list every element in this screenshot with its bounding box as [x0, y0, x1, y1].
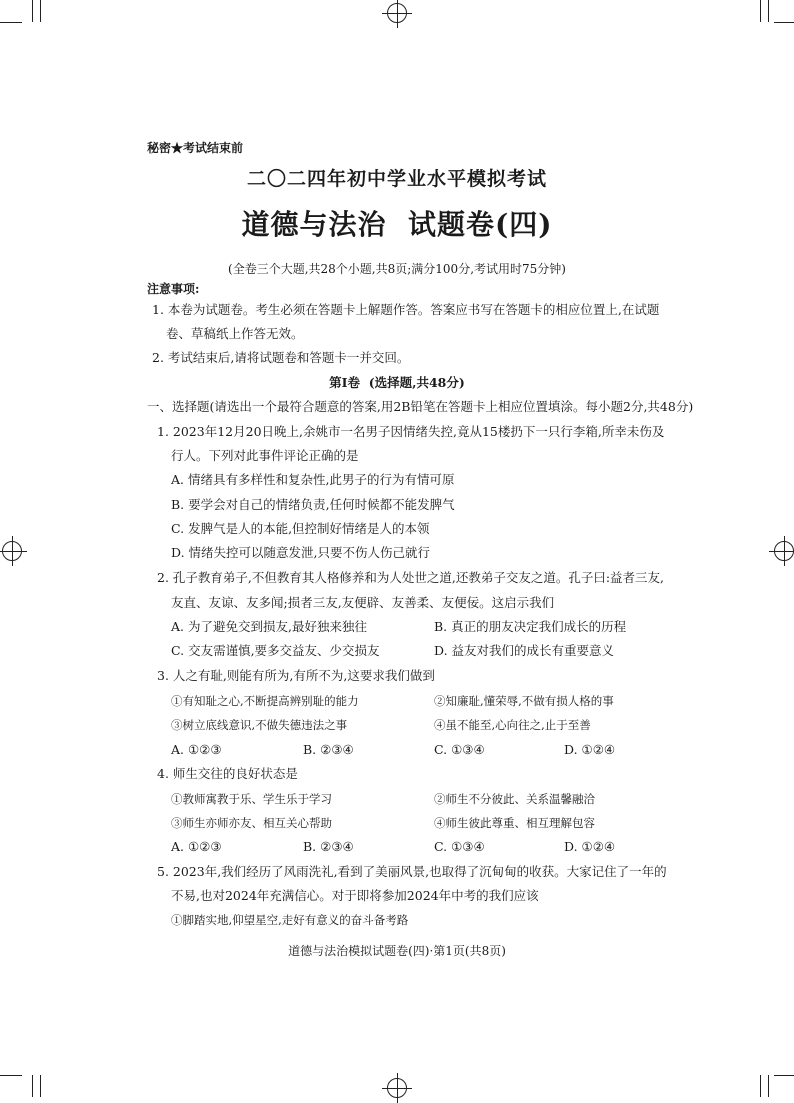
- q1-stem-1: 1. 2023年12月20日晚上,余姚市一名男子因情绪失控,竟从15楼扔下一只行李箱,所幸未伤及: [157, 424, 665, 439]
- q3-option-d: D. ①②④: [564, 742, 616, 757]
- notice-heading: 注意事项:: [147, 282, 200, 296]
- crop-mark-bl-v2: [40, 1075, 41, 1097]
- q2-option-c: C. 交友需谨慎,要多交益友、少交损友: [171, 643, 380, 658]
- crop-mark-tr-v: [760, 0, 761, 22]
- q3-statement-2: ②知廉耻,懂荣辱,不做有损人格的事: [434, 694, 614, 708]
- q4-statement-4: ④师生彼此尊重、相互理解包容: [434, 816, 595, 830]
- crop-mark-br-h: [774, 1075, 794, 1076]
- q2-stem-2: 友直、友谅、友多闻;损者三友,友便辟、友善柔、友便佞。这启示我们: [171, 595, 555, 610]
- crop-mark-br-v: [760, 1075, 761, 1097]
- crop-mark-tl-h: [0, 22, 22, 23]
- q4-statement-2: ②师生不分彼此、关系温馨融洽: [434, 792, 595, 806]
- q3-statement-3: ③树立底线意识,不做失德违法之事: [171, 718, 348, 732]
- registration-mark-top: [387, 3, 407, 23]
- q2-option-d: D. 益友对我们的成长有重要意义: [434, 643, 615, 658]
- crop-mark-bl-v: [32, 1075, 33, 1097]
- crop-mark-tr-v2: [768, 0, 769, 22]
- q4-option-c: C. ①③④: [434, 839, 485, 854]
- q5-stem-2: 不易,也对2024年充满信心。对于即将参加2024年中考的我们应该: [171, 888, 539, 903]
- q3-statement-4: ④虽不能至,心向往之,止于至善: [434, 718, 591, 732]
- q4-statement-1: ①教师寓教于乐、学生乐于学习: [171, 792, 332, 806]
- q3-statement-1: ①有知耻之心,不断提高辨别耻的能力: [171, 694, 359, 708]
- crop-mark-br-v2: [768, 1075, 769, 1097]
- q4-statement-3: ③师生亦师亦友、相互关心帮助: [171, 816, 332, 830]
- q2-option-a: A. 为了避免交到损友,最好独来独往: [171, 619, 367, 634]
- subject-title: 道德与法治 试题卷(四): [241, 208, 553, 241]
- crop-mark-bl-h: [0, 1075, 22, 1076]
- q3-option-c: C. ①③④: [434, 742, 485, 757]
- q4-option-d: D. ①②④: [564, 839, 616, 854]
- notice-item-1-cont: 卷、草稿纸上作答无效。: [166, 326, 304, 341]
- q1-option-a: A. 情绪具有多样性和复杂性,此男子的行为有情可原: [171, 472, 455, 487]
- q1-option-d: D. 情绪失控可以随意发泄,只要不伤人伤己就行: [171, 545, 430, 560]
- q4-stem: 4. 师生交往的良好状态是: [157, 766, 298, 781]
- q4-option-a: A. ①②③: [171, 839, 222, 854]
- q5-stem-1: 5. 2023年,我们经历了风雨洗礼,看到了美丽风景,也取得了沉甸甸的收获。大家记住了一年的: [157, 864, 667, 879]
- page-footer: 道德与法治模拟试题卷(四)·第1页(共8页): [288, 944, 506, 958]
- q3-option-b: B. ②③④: [303, 742, 354, 757]
- q2-stem-1: 2. 孔子教育弟子,不但教育其人格修养和为人处世之道,还教弟子交友之道。孔子曰:益者三友,: [157, 570, 665, 585]
- volume-heading: 第Ⅰ卷 (选择题,共48分): [329, 375, 465, 390]
- q1-option-b: B. 要学会对自己的情绪负责,任何时候都不能发脾气: [171, 497, 455, 512]
- registration-mark-left: [2, 541, 22, 561]
- exam-info: (全卷三个大题,共28个小题,共8页;满分100分,考试用时75分钟): [228, 262, 566, 276]
- q5-statement-1: ①脚踏实地,仰望星空,走好有意义的奋斗备考路: [171, 913, 409, 927]
- q2-option-b: B. 真正的朋友决定我们成长的历程: [434, 619, 627, 634]
- q1-option-c: C. 发脾气是人的本能,但控制好情绪是人的本领: [171, 521, 430, 536]
- q3-option-a: A. ①②③: [171, 742, 222, 757]
- registration-mark-right: [774, 541, 794, 561]
- crop-mark-tl-v2: [40, 0, 41, 22]
- q4-option-b: B. ②③④: [303, 839, 354, 854]
- section-1-heading: 一、选择题(请选出一个最符合题意的答案,用2B铅笔在答题卡上相应位置填涂。每小题2分,共48分): [147, 399, 694, 414]
- crop-mark-tr-h: [774, 22, 794, 23]
- registration-mark-bottom: [387, 1078, 407, 1098]
- crop-mark-tl-v: [32, 0, 33, 22]
- secret-label: 秘密★考试结束前: [147, 141, 244, 155]
- q3-stem: 3. 人之有耻,则能有所为,有所不为,这要求我们做到: [157, 668, 435, 683]
- notice-item-1: 1. 本卷为试题卷。考生必须在答题卡上解题作答。答案应书写在答题卡的相应位置上,在试题: [152, 302, 660, 317]
- exam-title: 二〇二四年初中学业水平模拟考试: [246, 168, 547, 190]
- notice-item-2: 2. 考试结束后,请将试题卷和答题卡一并交回。: [152, 350, 410, 365]
- q1-stem-2: 行人。下列对此事件评论正确的是: [171, 448, 359, 463]
